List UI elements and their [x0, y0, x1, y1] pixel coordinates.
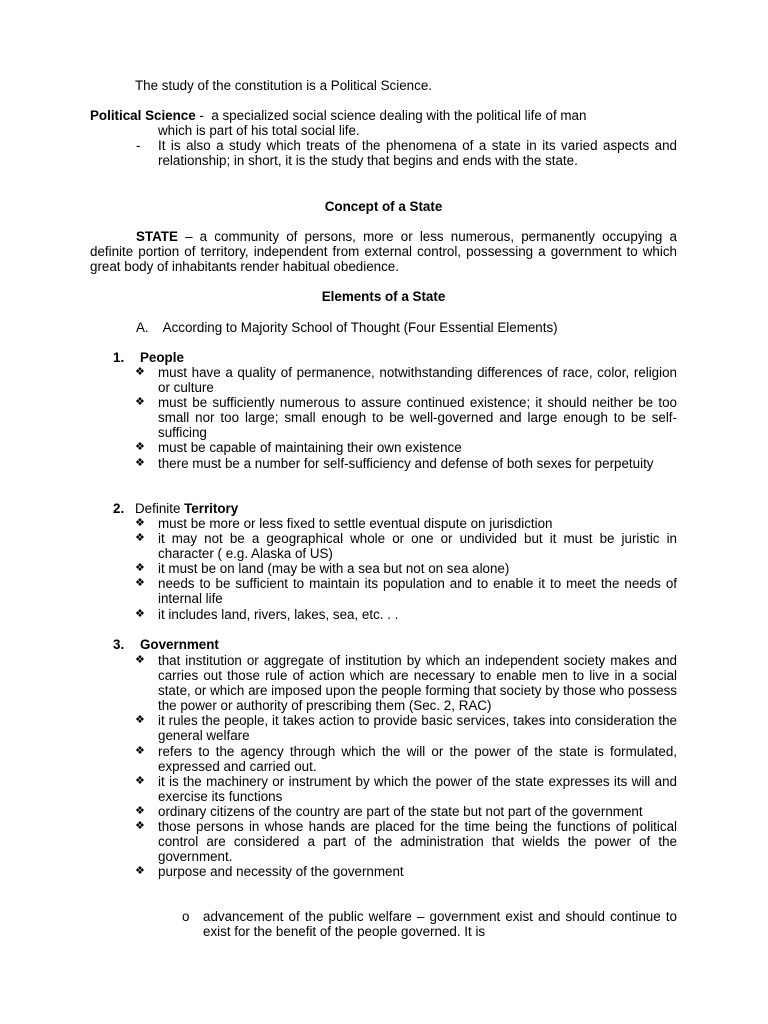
intro-line: The study of the constitution is a Political Science. — [135, 78, 432, 93]
diamond-bullet-icon: ❖ — [135, 820, 145, 833]
list-item-text: it includes land, rivers, lakes, sea, etc. . . — [158, 606, 399, 622]
people-number: 1. — [113, 350, 125, 365]
diamond-bullet-icon: ❖ — [135, 714, 145, 727]
list-item — [135, 455, 677, 471]
list-item-text: it is the machinery or instrument by which the power of the state expresses its will and exercise its functions — [158, 773, 677, 804]
list-item — [135, 864, 677, 880]
elements-heading: Elements of a State — [321, 289, 446, 304]
list-item — [135, 561, 677, 577]
list-item — [135, 803, 677, 819]
diamond-bullet-icon: ❖ — [135, 456, 145, 469]
list-item — [135, 576, 677, 607]
list-item-text: ordinary citizens of the country are part of the state but not part of the government — [158, 803, 643, 819]
list-item-text: there must be a number for self-sufficiency and defense of both sexes for perpetuity — [158, 455, 654, 471]
list-item-text: must be capable of maintaining their own existence — [158, 440, 462, 456]
polsci-separator: - — [195, 108, 208, 123]
polsci-dash-item — [136, 138, 677, 169]
concept-heading: Concept of a State — [324, 199, 443, 214]
polsci-term: Political Science — [90, 108, 196, 123]
polsci-line2: which is part of his total social life. — [158, 123, 360, 138]
diamond-bullet-icon: ❖ — [135, 774, 145, 787]
diamond-bullet-icon: ❖ — [135, 366, 145, 378]
polsci-line1: a specialized social science dealing with the political life of man — [207, 108, 587, 123]
territory-heading — [113, 501, 239, 516]
diamond-bullet-icon: ❖ — [135, 396, 145, 409]
polsci-definition — [90, 108, 677, 123]
list-item-text: refers to the agency through which the will or the power of the state is formulated, expressed and carried out. — [158, 743, 677, 774]
diamond-bullet-icon: ❖ — [135, 517, 145, 529]
territory-prefix: Definite — [135, 501, 185, 516]
polsci-dash-text: It is also a study which treats of the phenomena of a state in its varied aspects and relationship; in short, it is the study that begins and ends with the state. — [158, 138, 677, 169]
government-title: Government — [140, 637, 219, 652]
list-item — [135, 516, 677, 531]
subheading-text: According to Majority School of Thought (Four Essential Elements) — [162, 320, 558, 335]
list-item-text: purpose and necessity of the government — [158, 864, 404, 880]
people-heading — [113, 350, 184, 365]
list-item — [135, 713, 677, 744]
government-sub-item — [182, 909, 677, 940]
list-item — [135, 819, 677, 865]
list-item-text: must be more or less fixed to settle eventual dispute on jurisdiction — [158, 516, 553, 531]
people-title: People — [140, 350, 184, 365]
diamond-bullet-icon: ❖ — [135, 562, 145, 575]
list-item-text: needs to be sufficient to maintain its population and to enable it to meet the needs of internal life — [158, 576, 677, 607]
list-item-text: those persons in whose hands are placed for the time being the functions of political control are considered a part of the administration that wields the power of the government. — [158, 819, 677, 865]
diamond-bullet-icon: ❖ — [135, 607, 145, 620]
list-item-text: that institution or aggregate of institution by which an independent society makes and carries out those rule of action which are necessary to enable men to live in a social state, or which are imposed upon the people forming that society by those who possess the power or authority of prescribing them (Sec. 2, RAC) — [158, 653, 677, 714]
subheading-marker: A. — [136, 320, 149, 335]
people-list — [135, 365, 677, 471]
diamond-bullet-icon: ❖ — [135, 804, 145, 817]
list-item — [135, 743, 677, 774]
diamond-bullet-icon: ❖ — [135, 532, 145, 545]
diamond-bullet-icon: ❖ — [135, 744, 145, 757]
list-item-text: must be sufficiently numerous to assure continued existence; it should neither be too small nor too large; small enough to be well-governed and large enough to be self-sufficing — [158, 395, 677, 441]
list-item-text: it may not be a geographical whole or one or undivided but it must be juristic in character ( e.g. Alaska of US) — [158, 531, 677, 562]
sub-item-text: advancement of the public welfare – government exist and should continue to exist for the benefit of the people governed. It is — [203, 909, 677, 940]
elements-subheading — [136, 320, 558, 335]
list-item — [135, 440, 677, 456]
list-item-text: must have a quality of permanence, notwithstanding differences of race, color, religion or culture — [158, 365, 677, 396]
territory-number: 2. — [113, 501, 125, 516]
list-item — [135, 395, 677, 441]
state-definition — [90, 229, 677, 274]
government-heading — [113, 637, 219, 652]
diamond-bullet-icon: ❖ — [135, 654, 145, 666]
list-item — [135, 531, 677, 562]
government-list — [135, 653, 677, 880]
list-item-text: it rules the people, it takes action to provide basic services, takes into consideration the general welfare — [158, 713, 677, 744]
government-number: 3. — [113, 637, 125, 652]
territory-list — [135, 516, 677, 622]
list-item-text: it must be on land (may be with a sea but not on sea alone) — [158, 561, 510, 577]
list-item — [135, 773, 677, 804]
circle-bullet-icon: o — [182, 909, 190, 924]
state-term: STATE — [136, 229, 178, 244]
diamond-bullet-icon: ❖ — [135, 865, 145, 878]
list-item — [135, 653, 677, 714]
list-item — [135, 606, 677, 622]
diamond-bullet-icon: ❖ — [135, 577, 145, 590]
diamond-bullet-icon: ❖ — [135, 441, 145, 454]
list-item — [135, 365, 677, 396]
state-def-text: – a community of persons, more or less numerous, permanently occupying a definite portion of territory, independent from external control, possessing a government to which great body of inhabitants render habitual obedience. — [90, 229, 677, 275]
dash-marker: - — [136, 138, 141, 153]
territory-title: Territory — [184, 501, 239, 516]
